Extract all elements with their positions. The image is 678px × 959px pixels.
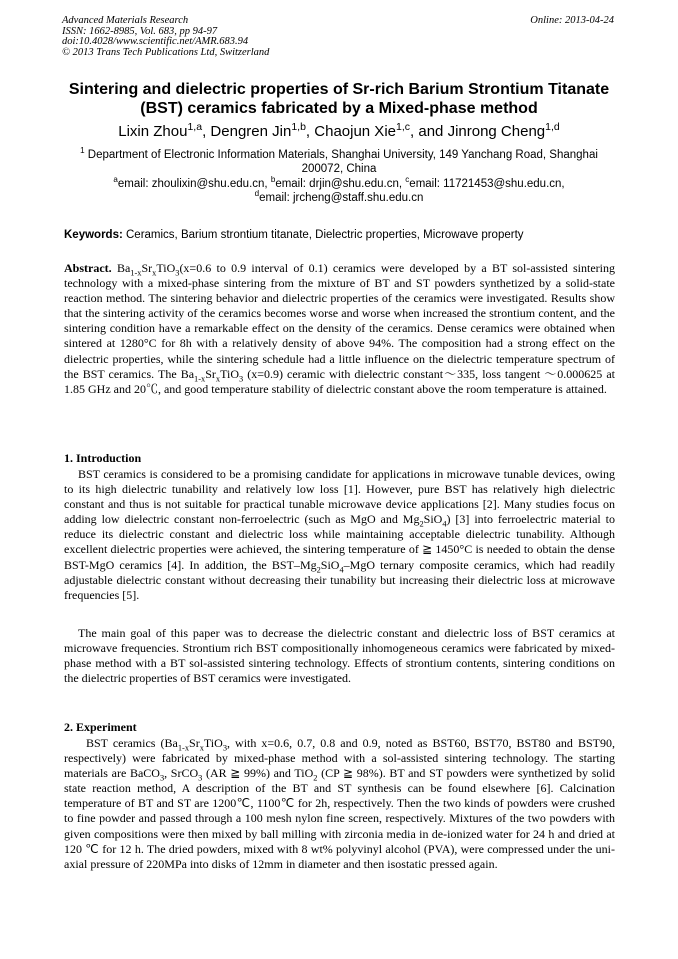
author-conjunction: and [418, 123, 444, 140]
author-affiliation-mark: 1,c [396, 121, 411, 133]
formula: SrCO$_3$ [170, 766, 203, 783]
author-list: Lixin Zhou$^{1,a}$, Dengren Jin$^{1,b}$, Chaojun Xie$^{1,c}$, and Jinrong Cheng$^{1,d}$ [118, 121, 560, 140]
intro-paragraph: The main goal of this paper was to decrease the dielectric constant and dielectric loss of BST ceramics at microwave frequencies. Strontium rich BST compositionally inhomogeneous ceramics were fabricated by mixed-phase method with a BT sol-assisted sintering technology. Effects of strontium contents, sintering conditions on the dielectric properties of BST ceramics were investigated. [64, 626, 615, 686]
author-name: Dengren Jin [210, 123, 292, 140]
journal-name: Advanced Materials Research [62, 15, 189, 26]
formula: $Ba_{1-x}Sr_xTiO_3$ [116, 261, 180, 278]
journal-header [62, 16, 269, 58]
keywords-text: Ceramics, Barium strontium titanate, Dielectric properties, Microwave property [126, 229, 524, 241]
issn-line: ISSN: 1662-8985, Vol. 683, pp 94-97 [62, 25, 218, 37]
section-heading: 2. Experiment [64, 720, 137, 734]
author-emails: $^a$email: zhoulixin@shu.edu.cn, $^b$email: drjin@shu.edu.cn, $^c$email: 11721453@shu.edu.cn, $^d$email: jrcheng@staff.shu.edu.cn [113, 175, 565, 204]
formula: $Mg_2SiO_4$ [299, 557, 344, 574]
formula: BaCO$_3$ [129, 766, 165, 783]
abstract-label: Abstract. [64, 261, 112, 275]
section-heading: 1. Introduction [64, 451, 142, 465]
formula: $Ba_{1-x}Sr_xTiO_3$ [164, 736, 227, 753]
online-date: Online: 2013-04-24 [530, 15, 614, 26]
author-affiliation-mark: 1,a [187, 121, 203, 133]
affiliation-mark: 1 [80, 146, 85, 156]
formula: $Ba_{1-x}Sr_xTiO_3$ [180, 366, 244, 384]
formula: TiO$_2$ [294, 766, 318, 783]
keywords-label: Keywords: [64, 229, 123, 241]
affiliation-text: Department of Electronic Information Materials, Shanghai University, 149 Yanchang Road, Shanghai 200072, China [87, 149, 598, 175]
author-affiliation-mark: 1,b [291, 121, 306, 133]
paper-title: Sintering and dielectric properties of Sr-rich Barium Strontium Titanate (BST) ceramics fabricated by a Mixed-phase method [68, 81, 610, 117]
keywords [64, 228, 624, 242]
abstract [64, 261, 615, 397]
abstract-text: (x=0.6 to 0.9 interval of 0.1) ceramics were developed by a BT sol-assisted sintering technology with a mixed-phase sintering from the mixture of BT and ST powders synthetized by a solid-state reaction method. The sintering behavior and dielectric properties of the ceramics were investigated. Results show that the sintering activity of the ceramics becomes worse and worse when increased the strontium content, and the sintering condition have a remarkable effect on the density of the ceramics. Dense ceramics were obtained when sintered at 1280°C for 8h with a relatively density of above 94%. The composition had a strong effect on the dielectric properties, while the sintering schedule had a little influence on the dielectric temperature spectrum of the BST ceramics. The [64, 261, 615, 381]
copyright-line: © 2013 Trans Tech Publications Ltd, Switzerland [62, 46, 270, 58]
experiment-paragraph: BST ceramics ($Ba_{1-x}Sr_xTiO_3$, with x=0.6, 0.7, 0.8 and 0.9, noted as BST60, BST70, BST80 and BST90, respectively) were fabricated by mixed-phase method with a sol-assisted sintering technology. The starting materials are BaCO$_3$, SrCO$_3$ (AR ≧ 99%) and TiO$_2$ (CP ≧ 98%). BT and ST powders were synthetized by solid state reaction method, A description of the BT and ST synthesis can be found elsewhere [6]. Calcination temperature of BT and ST are 1200℃, 1100℃ for 2h, respectively. Then the two kinds of powders were crushed to fine powder and passed through a 100 mesh nylon fine screen, respectively. Mixtures of the two powders with given compositions were then mixed by ball milling with zirconia media in de-ionized water for 24 h and dried at 120 ℃ for 12 h. The dried powders, mixed with 8 wt% polyvinyl alcohol (PVA), were compressed under the uni-axial pressure of 220MPa into disks of 12mm in diameter and then isostatic pressed again. [64, 736, 616, 871]
email-d: email: jrcheng@staff.shu.edu.cn [259, 191, 424, 204]
email-b: email: drjin@shu.edu.cn, [275, 178, 403, 190]
affiliation [70, 146, 608, 176]
author-name: Jinrong Cheng [447, 123, 546, 140]
email-c: email: 11721453@shu.edu.cn, [409, 178, 565, 190]
abstract-text: (x=0.9) ceramic with dielectric constant～335, loss tangent ～0.000625 at 1.85 GHz and 20℃, and good temperature stability of dielectric constant above the room temperature is attained. [64, 366, 616, 396]
author-affiliation-mark: 1,d [545, 121, 560, 133]
doi-line: doi:10.4028/www.scientific.net/AMR.683.94 [62, 36, 249, 47]
intro-paragraph: BST ceramics is considered to be a promising candidate for applications in microwave tunable devices, owing to its high dielectric tunability and relatively low loss [1]. However, pure BST has relatively high dielectric constant and thus is not suitable for practical tunable microwave device applications [2]. Many studies focus on adding low dielectric constant non-ferroelectric (such as MgO and $Mg_2SiO_4$) [3] into ferroelectric material to reduce its dielectric constant and dielectric loss while maintaining acceptable dielectric tunability. Although excellent dielectric properties were achieved, the sintering temperature of ≧ 1450°C is needed to obtain the dense BST-MgO ceramics [4]. In addition, the BST–$Mg_2SiO_4$–MgO ternary composite ceramics, which had readily adjustable dielectric constant without decreasing their tunability but increasing their dielectric loss at microwave frequencies [5]. [64, 467, 615, 602]
author-name: Lixin Zhou [118, 123, 188, 140]
formula: $Mg_2SiO_4$ [402, 512, 447, 529]
author-name: Chaojun Xie [314, 123, 396, 140]
email-a: email: zhoulixin@shu.edu.cn, [117, 178, 268, 190]
